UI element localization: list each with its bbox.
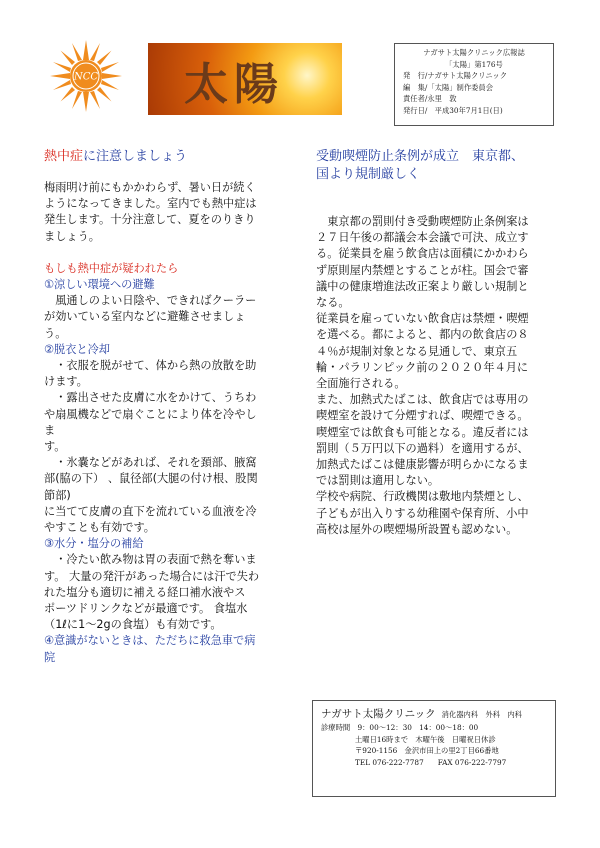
step2-line: ・露出させた皮膚に水をかけて、うちわ xyxy=(44,391,257,405)
smoking-body-line: 子どもが出入りする幼稚園や保育所、小中 xyxy=(316,506,529,520)
publication-name: ナガサト太陽クリニック広報誌 xyxy=(423,48,525,57)
smoking-body-line: 高校は屋外の喫煙場所設置も認めない。 xyxy=(316,522,518,536)
clinic-sun-logo xyxy=(50,40,122,112)
clinic-address: 〒920-1156 金沢市田上の里2丁目66番地 xyxy=(355,746,499,756)
smoking-body-line: では罰則は適用しない。 xyxy=(316,474,440,488)
smoking-heading xyxy=(316,148,558,184)
publisher-line: 発 行/ナガサト太陽クリニック xyxy=(403,71,508,81)
smoking-body-line: 議中の健康増進法改正案より厳しい規制と xyxy=(316,279,529,293)
smoking-heading-line: 受動喫煙防止条例が成立 東京都、 xyxy=(316,149,525,164)
step2-title: ②脱衣と冷却 xyxy=(44,342,110,356)
step3-line: ポーツドリンクなどが最適です。 食塩水 xyxy=(44,602,248,616)
heatstroke-article xyxy=(44,148,280,666)
clinic-name: ナガサト太陽クリニック xyxy=(321,708,436,720)
clinic-departments: 消化器内科 外科 内科 xyxy=(441,710,522,719)
step2-line: ・氷嚢などがあれば、それを頚部、腋窩 xyxy=(44,456,257,470)
step2-line: す。 xyxy=(44,440,66,454)
smoking-body-line: 罰則（５万円以下の過料）を適用するが、 xyxy=(316,441,529,455)
smoking-body-line: ４％が規制対象となる見通しで、東京五 xyxy=(316,344,518,358)
clinic-contact xyxy=(321,757,555,769)
clinic-info-box xyxy=(312,700,556,797)
heatstroke-heading xyxy=(44,148,280,166)
step2-line: ・衣服を脱がせて、体から熱の放散を助 xyxy=(44,359,257,373)
smoking-body-line: なる。 xyxy=(316,296,350,310)
smoking-body-line: を選べる。都によると、都内の飲食店の８ xyxy=(316,328,529,342)
clinic-tel: TEL 076-222-7787 xyxy=(355,757,424,767)
step2-line: やすことも有効です。 xyxy=(44,521,155,535)
step1-line: が効いている室内などに避難させましょ xyxy=(44,310,246,324)
clinic-hours: 診療時間 9：00～12：30 14：00～18：00 xyxy=(321,723,479,732)
clinic-hours-note: 土曜日16時まで 木曜午後 日曜祝日休診 xyxy=(355,734,496,744)
smoking-body-line: 従業員を雇っていない飲食店は禁煙・喫煙 xyxy=(316,312,529,326)
masthead-banner xyxy=(148,43,342,115)
intro-line: ましょう。 xyxy=(44,229,100,243)
step1-line: 風通しのよい日陰や、できればクーラー xyxy=(44,294,257,308)
smoking-body-line: 喫煙室では飲食も可能となる。違反者には xyxy=(316,425,529,439)
masthead-info-box xyxy=(394,43,554,126)
smoking-body-line: 加熱式たばこは健康影響が明らかになるま xyxy=(316,458,529,472)
step3-title: ③水分・塩分の補給 xyxy=(44,537,144,551)
step2-line: に当てて皮膚の直下を流れている血液を冷 xyxy=(44,504,257,518)
editor-line: 編 集/「太陽」制作委員会 xyxy=(403,82,494,92)
responsible-line: 責任者/永里 敦 xyxy=(403,94,457,104)
step2-line: 部(脇の下） 、鼠径部(大腿の付け根、股関 xyxy=(44,472,258,486)
smoking-body-line: ２７日午後の都議会本会議で可決、成立す xyxy=(316,231,529,245)
step4-title: 院 xyxy=(44,650,56,664)
step3-line: （1ℓに1～2gの食塩）も有効です。 xyxy=(44,618,222,632)
smoking-body-line: 学校や病院、行政機関は敷地内禁煙とし、 xyxy=(316,490,529,504)
issue-date: 発行日/ 平成30年7月1日(日) xyxy=(403,105,503,115)
issue-number: 「太陽」第176号 xyxy=(445,59,503,69)
step3-line: ・冷たい飲み物は胃の表面で熱を奪いま xyxy=(44,553,257,567)
logo-text: NCC xyxy=(73,71,99,83)
smoking-body-line: ず原則屋内禁煙とすることが柱。国会で審 xyxy=(316,263,529,277)
smoking-body-line: 全面施行される。 xyxy=(316,377,406,391)
intro-line: 発生します。十分注意して、夏をのりきり xyxy=(44,213,256,227)
smoking-body-line: 東京都の罰則付き受動喫煙防止条例案は xyxy=(316,215,529,228)
intro-line: 梅雨明け前にもかかわらず、暑い日が続く xyxy=(44,181,256,194)
smoking-body-line: また、加熱式たばこは、飲食店では専用の xyxy=(316,393,529,407)
clinic-fax: FAX 076-222-7797 xyxy=(437,757,507,767)
banner-title: 太陽 xyxy=(184,59,284,110)
suspect-heading: もしも熱中症が疑われたら xyxy=(44,261,179,275)
step3-line: れた塩分も適切に補える経口補水液やス xyxy=(44,585,246,599)
heading-rest: に注意しましょう xyxy=(83,149,188,164)
smoking-heading-line: 国より規制厳しく xyxy=(316,167,421,182)
heading-keyword: 熱中症 xyxy=(44,149,84,164)
smoking-body-line: 輪・パラリンピック前の２０２０年４月に xyxy=(316,360,529,374)
step1-line: う。 xyxy=(44,326,67,340)
clinic-name-line xyxy=(321,707,555,722)
step4-title: ④意識がないときは、ただちに救急車で病 xyxy=(44,634,256,648)
step2-line: ま xyxy=(44,423,56,437)
smoking-article xyxy=(316,148,558,538)
step2-line: けます。 xyxy=(44,375,88,389)
step2-line: 節部) xyxy=(44,488,71,502)
smoking-body-line: る。従業員を雇う飲食店は面積にかかわら xyxy=(316,247,529,261)
intro-line: ようになってきました。室内でも熱中症は xyxy=(44,197,257,211)
smoking-body-line: 喫煙室を設けて分煙すれば、喫煙できる。 xyxy=(316,409,529,423)
step3-line: す。 大量の発汗があった場合には汗で失わ xyxy=(44,569,260,583)
step2-line: や扇風機などで扇ぐことにより体を冷やし xyxy=(44,407,257,421)
step1-title: ①涼しい環境への避難 xyxy=(44,278,155,292)
